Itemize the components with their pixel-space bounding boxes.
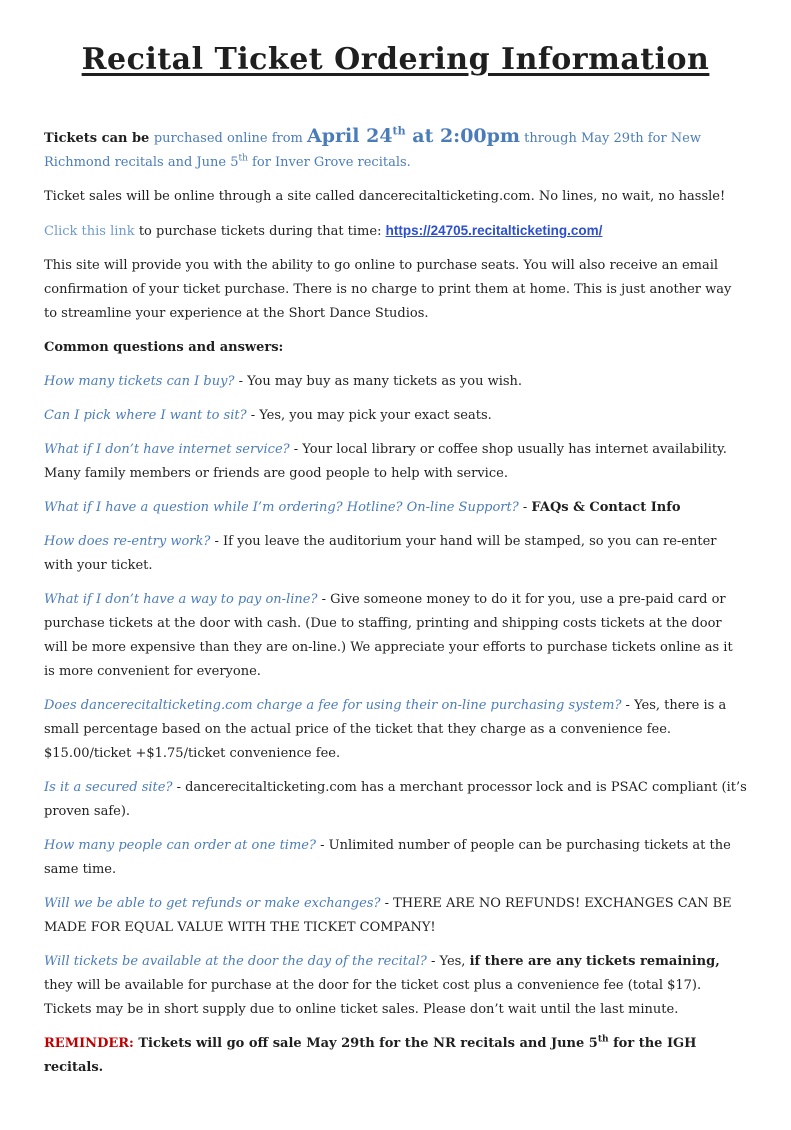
question-text: How many people can order at one time? [44,838,316,853]
sale-start-date [307,125,520,147]
answer-text: - If you leave the auditorium your hand will be stamped, so you can re-enter with your ticket. [44,534,717,573]
qa-item [44,438,747,486]
click-this-link[interactable]: Click this link [44,224,135,239]
answer-text: - Yes, you may pick your exact seats. [246,408,492,423]
answer-text: - [518,500,532,515]
intro-lead-rest: through May 29th for New Richmond recitals and June 5 [44,131,701,170]
qa-item [44,530,747,578]
question-text: Will tickets be available at the door the day of the recital? [44,954,427,969]
qa-item [44,694,747,766]
sale-start-date-superscript: th [392,124,406,138]
purchase-link-paragraph [44,219,747,244]
ticket-url-link[interactable]: https://24705.recitalticketing.com/ [385,223,603,238]
qa-item [44,950,747,1022]
intro-lead-bold: Tickets can be [44,131,154,146]
question-text: How does re-entry work? [44,534,211,549]
question-text: Can I pick where I want to sit? [44,408,247,423]
reminder-superscript: th [597,1034,609,1045]
sale-start-date-text: April 24 [307,125,393,147]
reminder-text: Tickets will go off sale May 29th for the NR recitals and June 5 [133,1036,598,1051]
answer-text: - Unlimited number of people can be purchasing tickets at the same time. [44,838,731,877]
question-text: Does dancerecitalticketing.com charge a fee for using their on-line purchasing system? [44,698,622,713]
qa-heading: Common questions and answers: [44,340,284,355]
answer-text: - You may buy as many tickets as you wish. [234,374,523,389]
reminder-paragraph [44,1032,747,1080]
answer-text: - THERE ARE NO REFUNDS! EXCHANGES CAN BE MADE FOR EQUAL VALUE WITH THE TICKET COMPANY! [44,896,732,935]
qa-item [44,496,747,520]
question-text: How many tickets can I buy? [44,374,235,389]
answer-bold-text: if there are any tickets remaining, [469,954,720,969]
qa-item [44,892,747,940]
intro-dates-paragraph [44,124,747,175]
qa-item [44,776,747,824]
reminder-label: REMINDER: [44,1036,134,1051]
question-text: Will we be able to get refunds or make exchanges? [44,896,381,911]
question-text: What if I don’t have a way to pay on-line? [44,592,318,607]
document-title: Recital Ticket Ordering Information [81,42,710,77]
sale-start-time-text: at 2:00pm [405,125,521,147]
intro-lead-rest-superscript: th [238,153,248,164]
intro-lead-tail: for Inver Grove recitals. [247,155,411,170]
question-text: Is it a secured site? [44,780,173,795]
qa-item [44,370,747,394]
question-text: What if I don’t have internet service? [44,442,290,457]
answer-text: - Your local library or coffee shop usually has internet availability. Many family members or friends are good people to help with service. [44,442,727,481]
answer-text: - Yes, [426,954,470,969]
ticket-sales-paragraph: Ticket sales will be online through a site called dancerecitalticketing.com. No lines, no wait, no hassle! [44,189,726,204]
question-text: What if I have a question while I’m ordering? Hotline? On-line Support? [44,500,519,515]
qa-item [44,834,747,882]
qa-item [44,588,747,684]
answer-text: - Give someone money to do it for you, use a pre-paid card or purchase tickets at the door with cash. (Due to staffing, printing and shipping costs tickets at the door will be more expensive than they are on-line.) We appreciate your efforts to purchase tickets online as it is more convenient for everyone. [44,592,733,679]
answer-bold-text: FAQs & Contact Info [531,500,681,515]
answer-text: - Yes, there is a small percentage based on the actual price of the ticket that they charge as a convenience fee. $15.00/ticket +$1.75/ticket convenience fee. [44,698,727,761]
intro-lead-blue: purchased online from [153,131,308,146]
reminder-text-tail: for the IGH recitals. [44,1036,697,1075]
answer-tail-text: they will be available for purchase at the door for the ticket cost plus a convenience fee (total $17). Tickets may be in short supply due to online ticket sales. Please don’t wait until the last minute. [44,978,702,1017]
answer-text: - dancerecitalticketing.com has a merchant processor lock and is PSAC compliant (it’s proven safe). [44,780,747,819]
qa-item [44,404,747,428]
site-benefits-paragraph: This site will provide you with the ability to go online to purchase seats. You will also receive an email confirmation of your ticket purchase. There is no charge to print them at home. This is just another way to streamline your experience at the Short Dance Studios. [44,258,732,321]
purchase-link-sentence: to purchase tickets during that time: [134,224,386,239]
